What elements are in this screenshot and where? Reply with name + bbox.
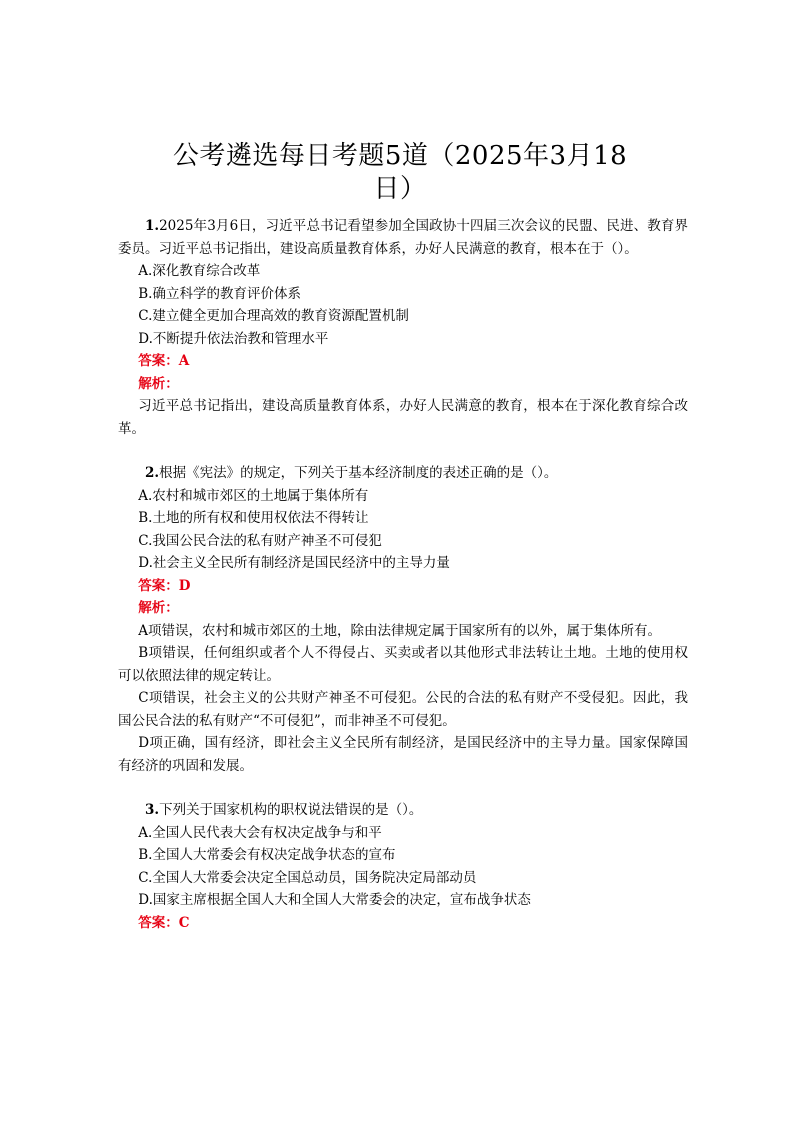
option-c: C.全国人大常委会决定全国总动员，国务院决定局部动员 — [138, 869, 477, 886]
answer-label: 答案：D — [138, 577, 191, 594]
option-c: C.建立健全更加合理高效的教育资源配置机制 — [138, 308, 409, 324]
analysis-paragraph: A项错误，农村和城市郊区的土地，除由法律规定属于国家所有的以外，属于集体所有。 — [138, 622, 661, 639]
analysis-paragraph: B项错误，任何组织或者个人不得侵占、买卖或者以其他形式非法转让土地。土地的使用权可以依照法律的规定转让。 — [118, 645, 688, 684]
option-a: A.全国人民代表大会有权决定战争与和平 — [138, 824, 382, 841]
analysis-label: 解析： — [138, 600, 179, 616]
answer-label: 答案：A — [138, 353, 190, 369]
question-1 — [118, 215, 688, 440]
option-b: B.确立科学的教育评价体系 — [138, 285, 301, 302]
question-3 — [118, 799, 688, 934]
option-a: A.深化教育综合改革 — [138, 263, 261, 279]
question-stem — [118, 215, 688, 260]
option-b: B.土地的所有权和使用权依法不得转让 — [138, 510, 369, 526]
analysis-paragraph: 习近平总书记指出，建设高质量教育体系，办好人民满意的教育，根本在于深化教育综合改革。 — [118, 398, 688, 437]
question-number: 3. — [145, 802, 160, 818]
question-number: 2. — [145, 465, 160, 481]
analysis-label: 解析： — [138, 375, 179, 392]
option-d: D.不断提升依法治教和管理水平 — [138, 330, 329, 347]
option-d: D.国家主席根据全国人大和全国人大常委会的决定，宣布战争状态 — [138, 892, 531, 908]
option-d: D.社会主义全民所有制经济是国民经济中的主导力量 — [138, 555, 450, 571]
question-stem — [118, 462, 688, 485]
title-line-2: 日） — [373, 174, 427, 204]
analysis-paragraph: D项正确，国有经济，即社会主义全民所有制经济，是国民经济中的主导力量。国家保障国有经济的巩固和发展。 — [118, 735, 688, 774]
option-a: A.农村和城市郊区的土地属于集体所有 — [138, 487, 369, 504]
spacer — [118, 777, 688, 799]
question-text: 2025年3月6日，习近平总书记看望参加全国政协十四届三次会议的民盟、民进、教育界委员。习近平总书记指出，建设高质量教育体系，办好人民满意的教育，根本在于（）。 — [118, 218, 688, 257]
question-stem — [118, 799, 688, 822]
question-2 — [118, 462, 688, 777]
answer-label: 答案：C — [138, 914, 190, 931]
option-b: B.全国人大常委会有权决定战争状态的宣布 — [138, 847, 396, 863]
title-line-1: 公考遴选每日考题5道（2025年3月18 — [172, 141, 628, 171]
page-title — [120, 140, 680, 206]
analysis-paragraph: C项错误，社会主义的公共财产神圣不可侵犯。公民的合法的私有财产不受侵犯。因此，我国公民合法的私有财产“不可侵犯”，而非神圣不可侵犯。 — [118, 690, 688, 729]
question-text: 下列关于国家机构的职权说法错误的是（）。 — [159, 802, 423, 818]
option-c: C.我国公民合法的私有财产神圣不可侵犯 — [138, 532, 382, 549]
spacer — [118, 440, 688, 462]
question-number: 1. — [145, 218, 160, 234]
question-text: 根据《宪法》的规定，下列关于基本经济制度的表述正确的是（）。 — [159, 465, 558, 481]
question-list — [118, 215, 688, 934]
